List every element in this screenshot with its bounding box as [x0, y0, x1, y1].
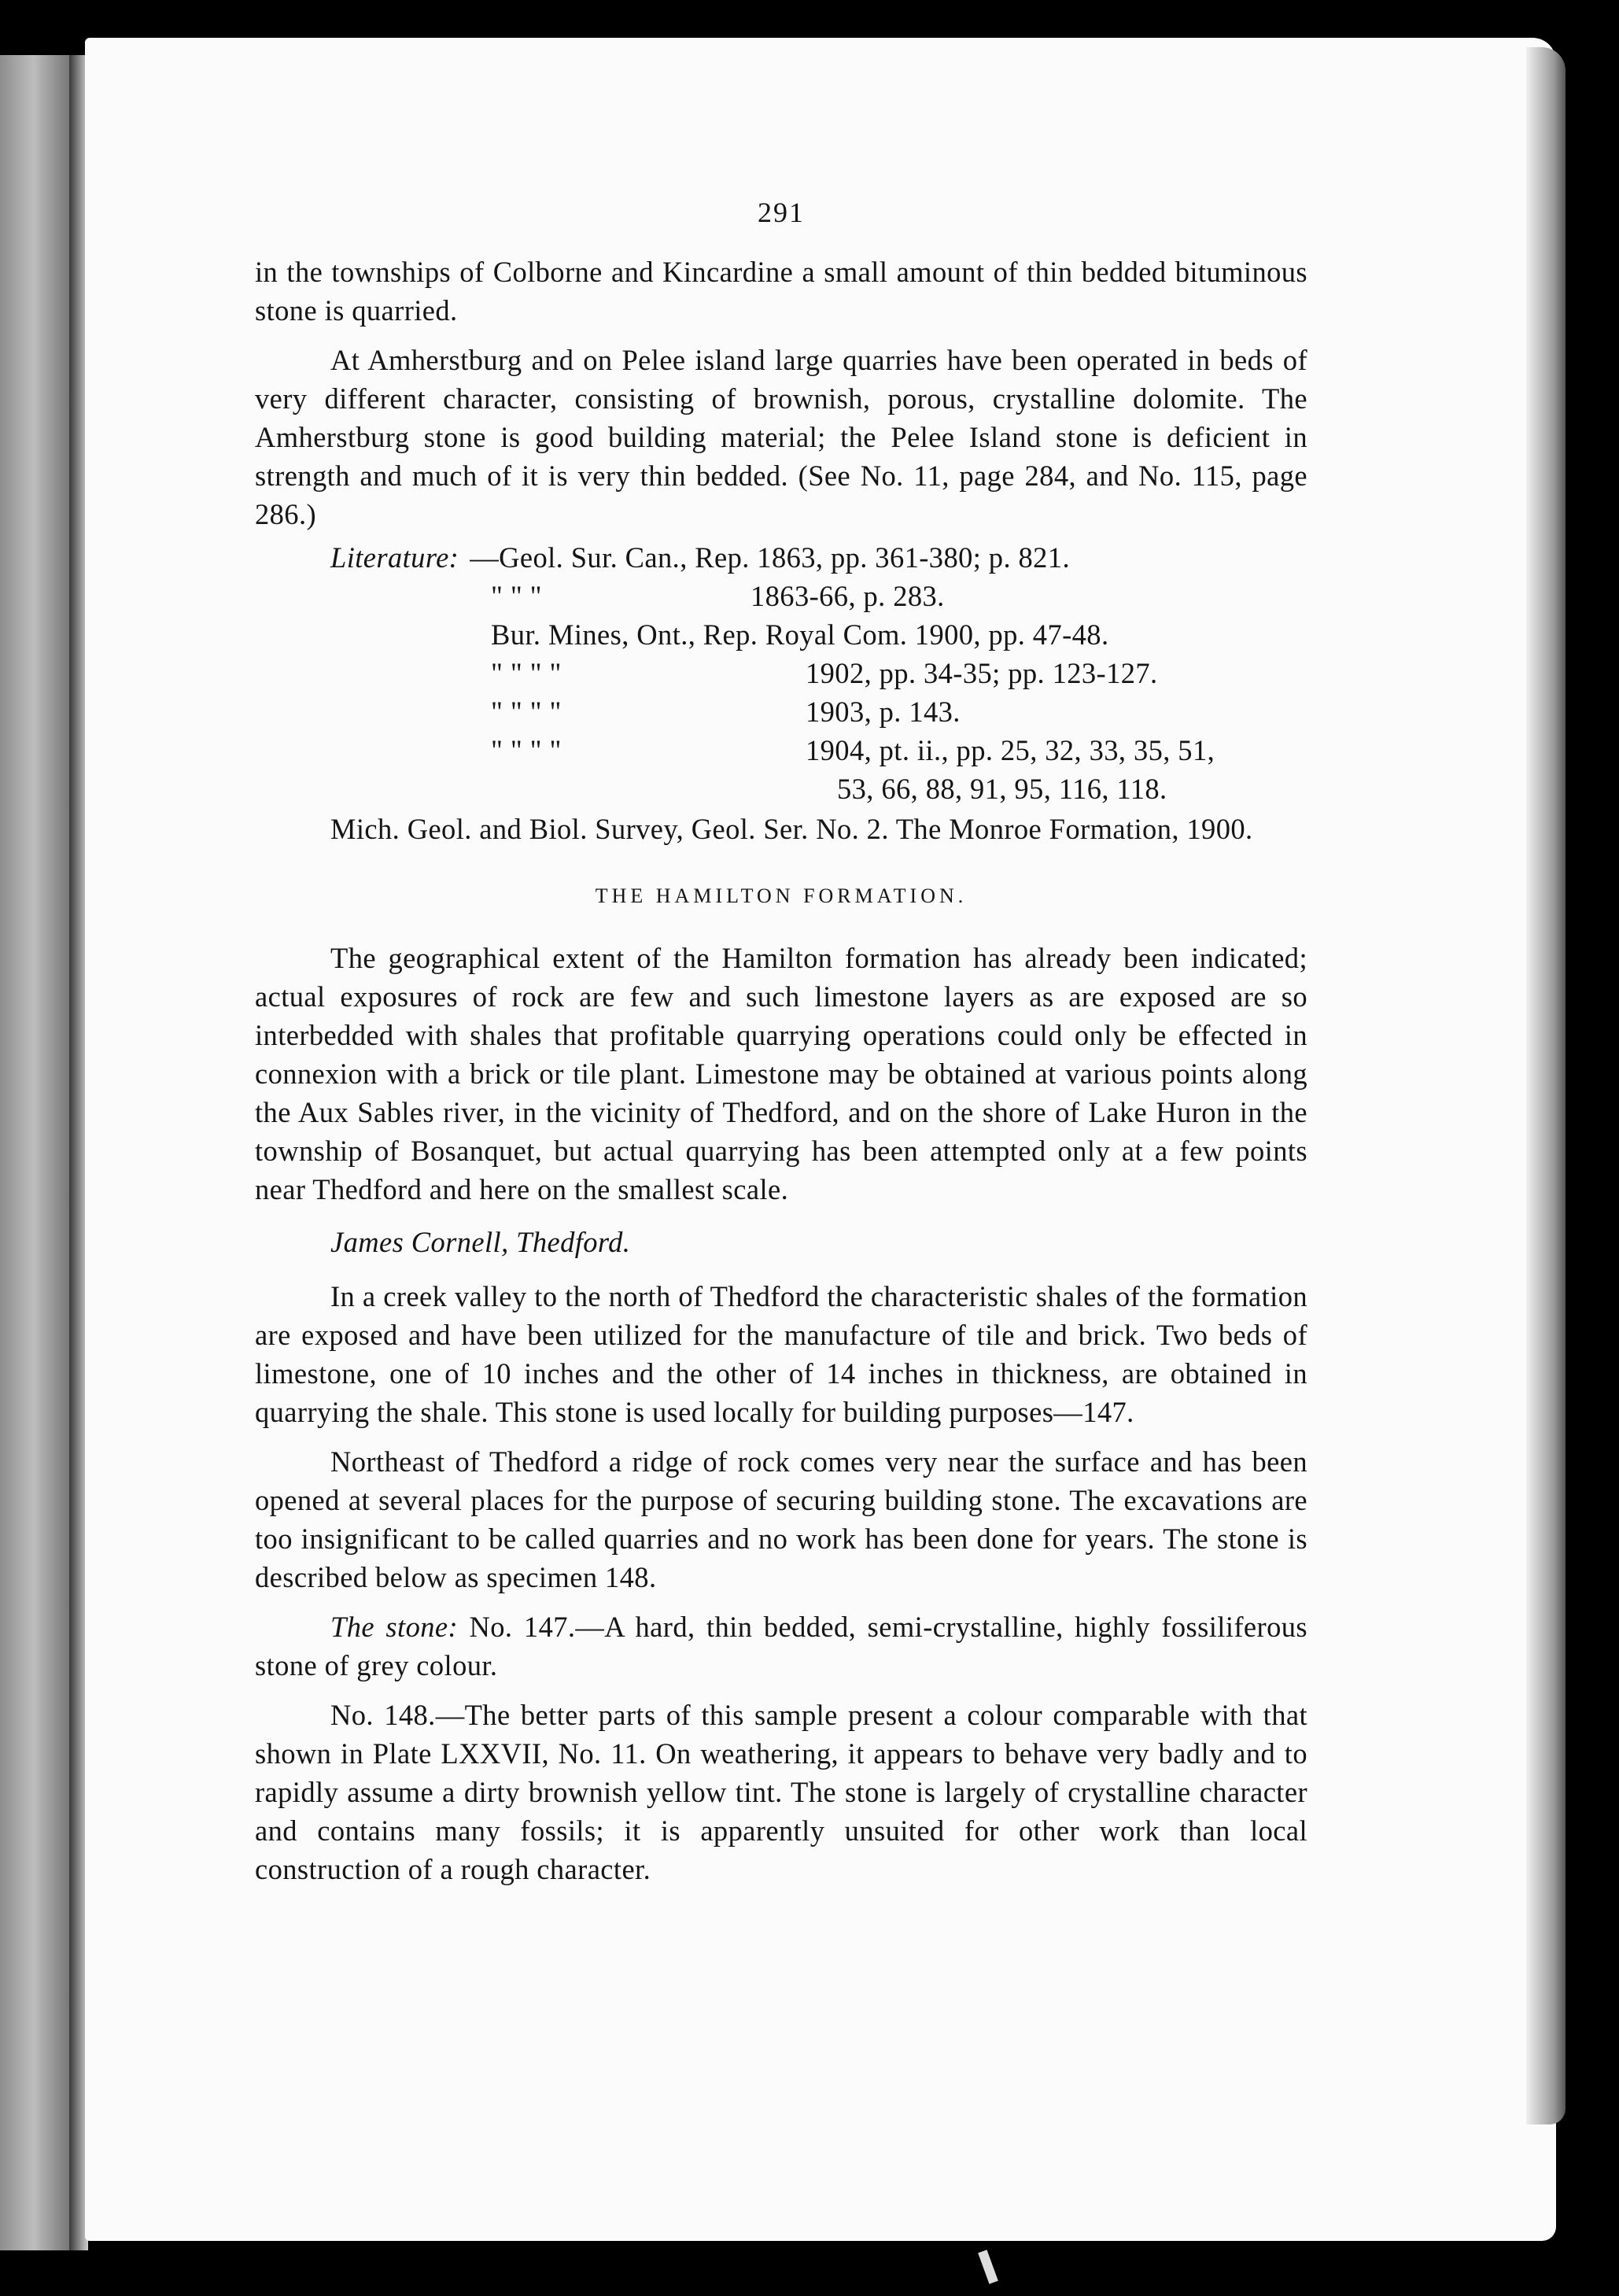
ditto-marks: " " " " [491, 696, 562, 728]
literature-entry: 1902, pp. 34-35; pp. 123-127. [806, 657, 1158, 689]
literature-row [255, 692, 1307, 731]
stone-147-text: No. 147.—A hard, thin bedded, semi-crystalline, highly fossiliferous stone of grey colour. [255, 1611, 1307, 1681]
literature-entry: 1903, p. 143. [806, 696, 961, 728]
stone-label: The stone: [330, 1611, 459, 1643]
right-page-edge [1526, 47, 1566, 2124]
paragraph-colborne: in the townships of Colborne and Kincardine a small amount of thin bedded bituminous stone is quarried. [255, 256, 1307, 327]
ditto-marks: " " " " [491, 734, 562, 766]
left-facing-page-edge [0, 55, 75, 2250]
literature-entry: 1904, pt. ii., pp. 25, 32, 33, 35, 51, [806, 734, 1215, 766]
literature-entry: Bur. Mines, Ont., Rep. Royal Com. 1900, pp. 47-48. [491, 618, 1109, 651]
paragraph-amherstburg: At Amherstburg and on Pelee island large quarries have been operated in beds of very different character, consisting of brownish, porous, crystalline dolomite. The Amherstburg stone is good building material; the Pelee Island stone is deficient in strength and much of it is very thin bedded. (See No. 11, page 284, and No. 115, page 286.) [255, 344, 1307, 530]
quarry-subheading [255, 1223, 1307, 1261]
literature-row [255, 577, 1307, 615]
ditto-marks: " " " [491, 580, 542, 612]
literature-list [255, 538, 1307, 808]
literature-row [255, 731, 1307, 770]
paragraph-northeast: Northeast of Thedford a ridge of rock comes very near the surface and has been opened at several places for the purpose of securing building stone. The excavations are too insignificant to be called quarries and no work has been done for years. The stone is described below as specimen 148. [255, 1445, 1307, 1593]
scan-artifact [978, 2250, 998, 2284]
literature-row [255, 770, 1307, 808]
literature-row [255, 615, 1307, 654]
literature-michigan: Mich. Geol. and Biol. Survey, Geol. Ser. No. 2. The Monroe Formation, 1900. [330, 813, 1253, 845]
page-number: 291 [758, 197, 805, 228]
paragraph-hamilton-extent: The geographical extent of the Hamilton formation has already been indicated; actual exposures of rock are few and such limestone layers as are exposed are so interbedded with shales that profitable quarrying operations could only be effected in connexion with a brick or tile plant. Limestone may be obtained at various points along the Aux Sables river, in the vicinity of Thedford, and on the shore of Lake Huron in the township of Bosanquet, but actual quarrying has been attempted only at a few points near Thedford and here on the smallest scale. [255, 942, 1307, 1205]
literature-label: Literature: [330, 541, 459, 574]
paragraph-stone-148: No. 148.—The better parts of this sample present a colour comparable with that shown in Plate LXXVII, No. 11. On weathering, it appears to behave very badly and to rapidly assume a dirty brownish yellow tint. The stone is largely of crystalline character and contains many fossils; it is apparently unsuited for other work than local construction of a rough character. [255, 1699, 1307, 1885]
literature-entry: 53, 66, 88, 91, 95, 116, 118. [837, 773, 1167, 805]
quarry-subheading-text: James Cornell, Thedford. [330, 1226, 631, 1258]
page-text [255, 194, 1307, 1888]
section-heading: THE HAMILTON FORMATION. [595, 884, 968, 907]
literature-entry: 1863-66, p. 283. [750, 580, 945, 612]
paragraph-stone-147 [255, 1608, 1307, 1685]
paragraph-creek-valley: In a creek valley to the north of Thedford the characteristic shales of the formation are exposed and have been utilized for the manufacture of tile and brick. Two beds of limestone, one of 10 inches and the other of 14 inches in thickness, are obtained in quarrying the shale. This stone is used locally for building purposes—147. [255, 1280, 1307, 1428]
literature-row [255, 538, 1307, 577]
ditto-marks: " " " " [491, 657, 562, 689]
literature-entry: —Geol. Sur. Can., Rep. 1863, pp. 361-380; p. 821. [470, 541, 1070, 574]
literature-row [255, 654, 1307, 692]
